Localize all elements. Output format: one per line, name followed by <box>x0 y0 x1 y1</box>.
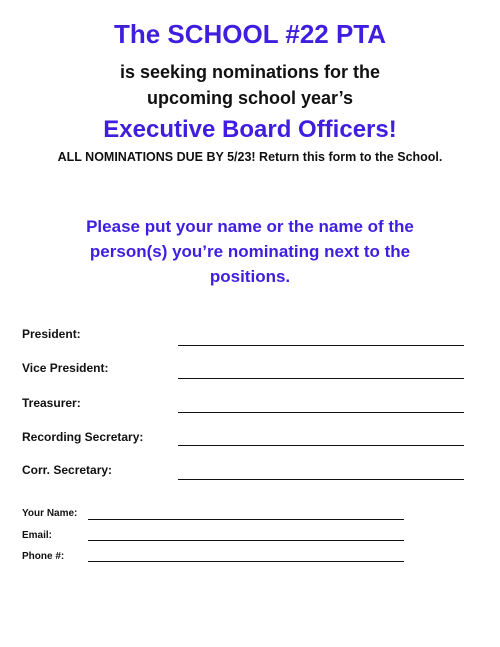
phone-input-line[interactable] <box>88 561 404 562</box>
contact-label-your-name: Your Name: <box>22 508 78 519</box>
your-name-input-line[interactable] <box>88 519 404 520</box>
corr-secretary-input-line[interactable] <box>178 479 464 480</box>
treasurer-input-line[interactable] <box>178 412 464 413</box>
president-input-line[interactable] <box>178 345 464 346</box>
instructions-text: Please put your name or the name of the person(s) you’re nominating next to the positions. <box>86 217 414 286</box>
due-notice: ALL NOMINATIONS DUE BY 5/23! Return this form to the School. <box>57 150 443 164</box>
position-label-treasurer: Treasurer: <box>22 396 81 410</box>
position-label-vice-president: Vice President: <box>22 361 109 375</box>
vice-president-input-line[interactable] <box>178 378 464 379</box>
board-title: Executive Board Officers! <box>103 116 397 143</box>
position-label-recording-secretary: Recording Secretary: <box>22 430 144 444</box>
position-label-corr-secretary: Corr. Secretary: <box>22 463 113 477</box>
page-title: The SCHOOL #22 PTA <box>113 19 387 49</box>
email-input-line[interactable] <box>88 540 404 541</box>
contact-label-email: Email: <box>22 530 53 541</box>
subtitle-line-1: is seeking nominations for the <box>119 62 381 82</box>
recording-secretary-input-line[interactable] <box>178 445 464 446</box>
position-label-president: President: <box>22 327 81 341</box>
contact-label-phone: Phone #: <box>22 551 65 562</box>
subtitle-line-2: upcoming school year’s <box>146 88 354 108</box>
